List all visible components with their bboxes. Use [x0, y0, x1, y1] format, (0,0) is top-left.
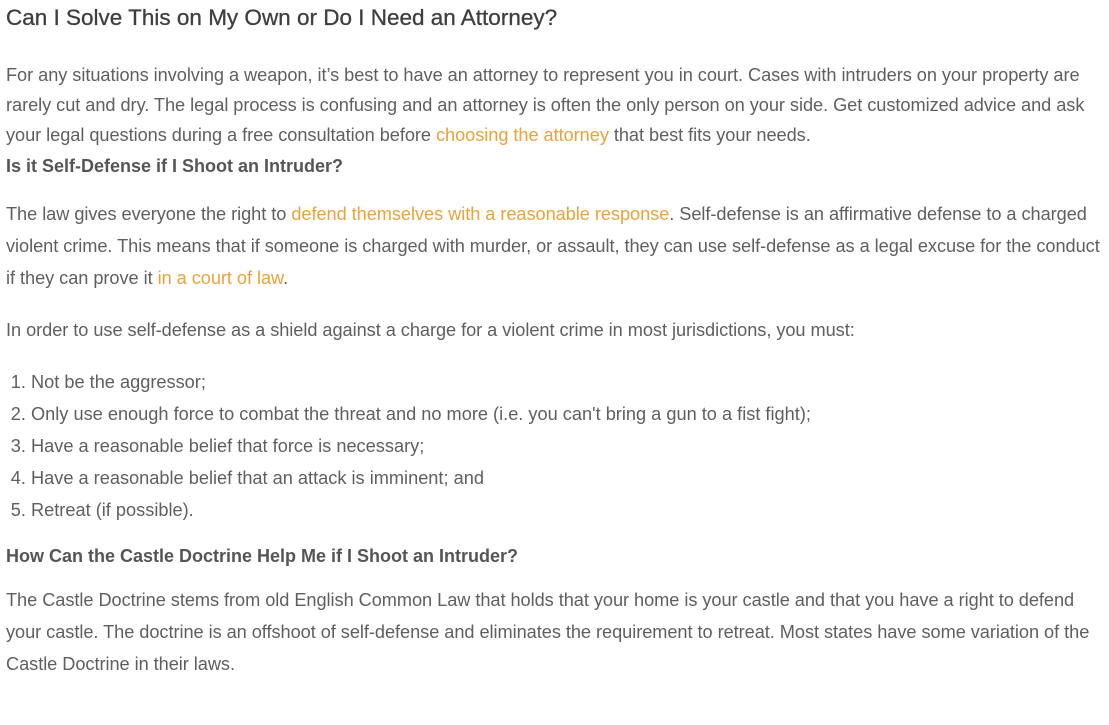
self-defense-text-before: The law gives everyone the right to [6, 204, 292, 224]
self-defense-text-middle: . Self-defense is an affirmative defense to a charged violent crime. This means that if someone is charged with murder, or assault, they can use self-defense as a legal excuse for the conduct if they can prove it [6, 204, 1100, 288]
castle-doctrine-paragraph: The Castle Doctrine stems from old English Common Law that holds that your home is your castle and that you have a right to defend your castle. The doctrine is an offshoot of self-defense and eliminates the requirement to retreat. Most states have some variation of the Castle Doctrine in their laws. [6, 590, 1090, 674]
list-item: 2. Only use enough force to combat the threat and no more (i.e. you can't bring a gun to a fist fight); [31, 398, 1103, 430]
list-item: 1. Not be the aggressor; [31, 366, 1103, 398]
self-defense-heading: Is it Self-Defense if I Shoot an Intruder? [6, 156, 344, 176]
self-defense-paragraph [6, 198, 1103, 294]
requirements-intro: In order to use self-defense as a shield against a charge for a violent crime in most jurisdictions, you must: [6, 320, 855, 340]
list-item: 3. Have a reasonable belief that force is necessary; [31, 430, 1103, 462]
reasonable-response-link[interactable]: defend themselves with a reasonable response [291, 204, 670, 224]
page-title: Can I Solve This on My Own or Do I Need an Attorney? [6, 5, 558, 30]
court-of-law-link[interactable]: in a court of law [157, 268, 284, 288]
list-item: 4. Have a reasonable belief that an attack is imminent; and [31, 462, 1103, 494]
castle-doctrine-heading: How Can the Castle Doctrine Help Me if I Shoot an Intruder? [6, 546, 519, 566]
requirements-list [6, 366, 1103, 526]
intro-text-before: For any situations involving a weapon, it’s best to have an attorney to represent you in court. Cases with intruders on your property are rarely cut and dry. The legal process is confusing and an attorney is often the only person on your side. Get customized advice and ask your legal questions during a free consultation before [6, 65, 1085, 145]
self-defense-text-after: . [283, 268, 289, 288]
list-item: 5. Retreat (if possible). [31, 494, 1103, 526]
intro-paragraph [6, 60, 1103, 150]
intro-text-after: that best fits your needs. [608, 125, 811, 145]
choosing-attorney-link[interactable]: choosing the attorney [436, 125, 609, 145]
